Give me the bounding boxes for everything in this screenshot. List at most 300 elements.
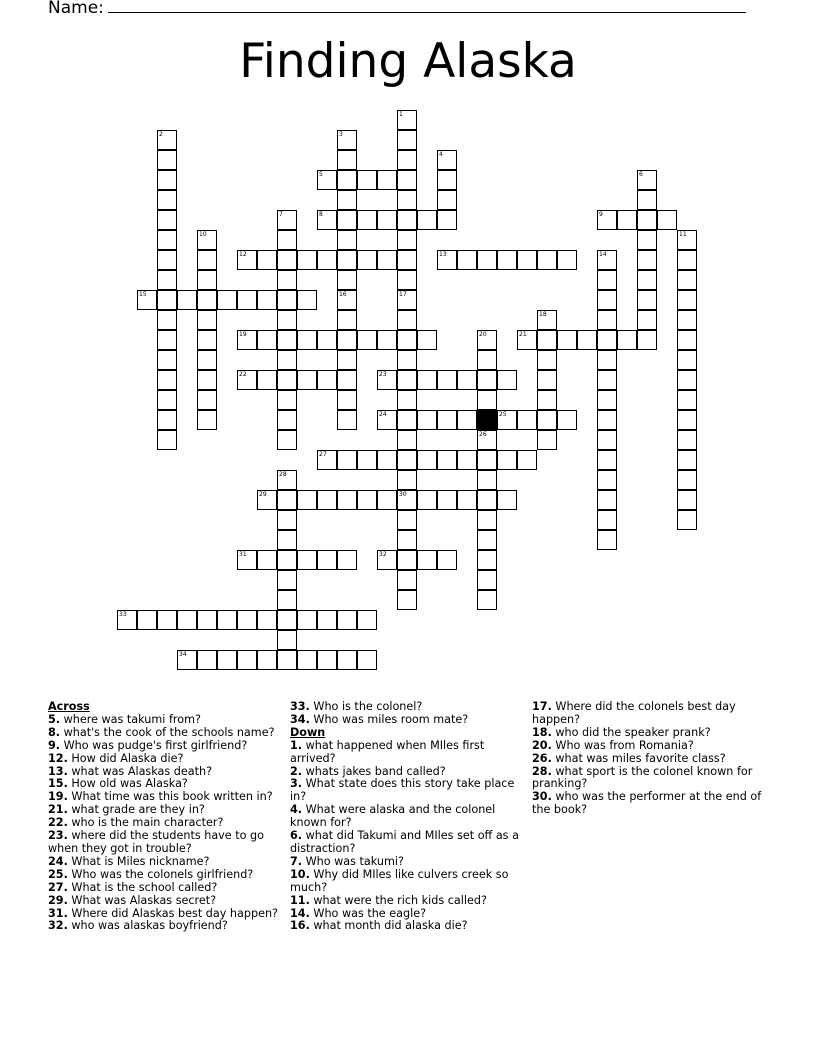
grid-cell[interactable]	[157, 130, 177, 150]
grid-cell[interactable]	[197, 310, 217, 330]
grid-cell[interactable]	[597, 410, 617, 430]
grid-cell[interactable]	[477, 510, 497, 530]
grid-cell[interactable]	[337, 350, 357, 370]
clue-number-label: 11.	[290, 893, 310, 907]
grid-cell[interactable]	[597, 310, 617, 330]
grid-cell[interactable]	[337, 130, 357, 150]
grid-cell[interactable]	[477, 490, 497, 510]
grid-cell[interactable]	[157, 430, 177, 450]
grid-cell[interactable]	[197, 250, 217, 270]
grid-cell[interactable]	[177, 290, 197, 310]
grid-cell[interactable]	[277, 550, 297, 570]
grid-cell[interactable]	[317, 490, 337, 510]
clue-item	[290, 830, 522, 856]
grid-cell[interactable]	[337, 390, 357, 410]
grid-cell[interactable]	[597, 330, 617, 350]
grid-cell[interactable]	[677, 450, 697, 470]
grid-cell[interactable]	[377, 170, 397, 190]
grid-cell[interactable]	[597, 350, 617, 370]
clue-number: 32	[379, 551, 387, 558]
grid-cell[interactable]	[197, 650, 217, 670]
grid-cell[interactable]	[357, 650, 377, 670]
grid-cell[interactable]	[397, 190, 417, 210]
grid-cell[interactable]	[497, 410, 517, 430]
grid-cell[interactable]	[157, 150, 177, 170]
grid-cell[interactable]	[257, 330, 277, 350]
clue-number-label: 24.	[48, 854, 68, 868]
grid-cell[interactable]	[357, 610, 377, 630]
grid-cell[interactable]	[477, 350, 497, 370]
clue-number-label: 19.	[48, 790, 68, 804]
grid-cell[interactable]	[257, 370, 277, 390]
grid-cell[interactable]	[397, 350, 417, 370]
grid-cell[interactable]	[237, 550, 257, 570]
grid-cell[interactable]	[477, 570, 497, 590]
grid-cell[interactable]	[377, 250, 397, 270]
grid-cell[interactable]	[457, 250, 477, 270]
clue-text: Who was from Romania?	[551, 738, 694, 752]
grid-cell[interactable]	[157, 310, 177, 330]
grid-cell[interactable]	[217, 610, 237, 630]
clue-number: 28	[279, 471, 287, 478]
grid-cell[interactable]	[257, 290, 277, 310]
grid-cell[interactable]	[597, 250, 617, 270]
grid-cell[interactable]	[337, 370, 357, 390]
grid-cell[interactable]	[637, 170, 657, 190]
grid-cell[interactable]	[317, 650, 337, 670]
grid-cell[interactable]	[637, 270, 657, 290]
grid-cell[interactable]	[217, 290, 237, 310]
grid-cell[interactable]	[677, 490, 697, 510]
grid-cell[interactable]	[277, 630, 297, 650]
grid-cell[interactable]	[597, 210, 617, 230]
grid-cell[interactable]	[337, 290, 357, 310]
grid-cell[interactable]	[357, 210, 377, 230]
grid-cell[interactable]	[197, 330, 217, 350]
grid-cell[interactable]	[537, 330, 557, 350]
grid-cell[interactable]	[337, 230, 357, 250]
grid-cell[interactable]	[277, 370, 297, 390]
black-square	[477, 410, 497, 430]
grid-cell[interactable]	[557, 410, 577, 430]
grid-cell[interactable]	[637, 230, 657, 250]
grid-cell[interactable]	[277, 650, 297, 670]
grid-cell[interactable]	[357, 330, 377, 350]
grid-cell[interactable]	[297, 550, 317, 570]
grid-cell[interactable]	[157, 330, 177, 350]
grid-cell[interactable]	[177, 610, 197, 630]
clue-number: 24	[379, 411, 387, 418]
grid-cell[interactable]	[277, 330, 297, 350]
grid-cell[interactable]	[537, 430, 557, 450]
grid-cell[interactable]	[677, 390, 697, 410]
grid-cell[interactable]	[417, 550, 437, 570]
grid-cell[interactable]	[397, 590, 417, 610]
grid-cell[interactable]	[237, 330, 257, 350]
grid-cell[interactable]	[397, 290, 417, 310]
grid-cell[interactable]	[337, 450, 357, 470]
grid-cell[interactable]	[297, 610, 317, 630]
clue-number: 4	[439, 151, 443, 158]
clue-number-label: 6.	[290, 829, 303, 843]
grid-cell[interactable]	[597, 270, 617, 290]
grid-cell[interactable]	[277, 530, 297, 550]
grid-cell[interactable]	[677, 370, 697, 390]
clue-item	[532, 701, 772, 727]
clue-number-label: 12.	[48, 751, 68, 765]
grid-cell[interactable]	[197, 370, 217, 390]
grid-cell[interactable]	[497, 370, 517, 390]
grid-cell[interactable]	[377, 330, 397, 350]
clue-text: who did the speaker prank?	[551, 725, 711, 739]
grid-cell[interactable]	[157, 610, 177, 630]
grid-cell[interactable]	[297, 650, 317, 670]
grid-cell[interactable]	[437, 370, 457, 390]
grid-cell[interactable]	[477, 370, 497, 390]
grid-cell[interactable]	[437, 150, 457, 170]
grid-cell[interactable]	[277, 610, 297, 630]
grid-cell[interactable]	[277, 590, 297, 610]
grid-cell[interactable]	[337, 270, 357, 290]
grid-cell[interactable]	[277, 470, 297, 490]
grid-cell[interactable]	[277, 510, 297, 530]
grid-cell[interactable]	[677, 230, 697, 250]
grid-cell[interactable]	[477, 550, 497, 570]
grid-cell[interactable]	[637, 310, 657, 330]
grid-cell[interactable]	[277, 430, 297, 450]
grid-cell[interactable]	[157, 230, 177, 250]
grid-cell[interactable]	[297, 490, 317, 510]
grid-cell[interactable]	[457, 490, 477, 510]
grid-cell[interactable]	[277, 290, 297, 310]
clue-text: whats jakes band called?	[302, 764, 446, 778]
name-label: Name:	[48, 0, 104, 18]
grid-cell[interactable]	[277, 350, 297, 370]
grid-cell[interactable]	[517, 450, 537, 470]
grid-cell[interactable]	[337, 250, 357, 270]
grid-cell[interactable]	[177, 650, 197, 670]
grid-cell[interactable]	[237, 370, 257, 390]
grid-cell[interactable]	[197, 230, 217, 250]
grid-cell[interactable]	[537, 370, 557, 390]
grid-cell[interactable]	[157, 290, 177, 310]
grid-cell[interactable]	[377, 490, 397, 510]
grid-cell[interactable]	[557, 330, 577, 350]
grid-cell[interactable]	[217, 650, 237, 670]
grid-cell[interactable]	[197, 290, 217, 310]
grid-cell[interactable]	[577, 330, 597, 350]
clue-number-label: 33.	[290, 700, 310, 713]
grid-cell[interactable]	[677, 270, 697, 290]
grid-cell[interactable]	[397, 470, 417, 490]
grid-cell[interactable]	[297, 290, 317, 310]
grid-cell[interactable]	[337, 310, 357, 330]
grid-cell[interactable]	[157, 190, 177, 210]
grid-cell[interactable]	[437, 190, 457, 210]
grid-cell[interactable]	[597, 530, 617, 550]
grid-cell[interactable]	[377, 550, 397, 570]
grid-cell[interactable]	[277, 270, 297, 290]
grid-cell[interactable]	[397, 250, 417, 270]
grid-cell[interactable]	[477, 450, 497, 470]
clue-number: 19	[239, 331, 247, 338]
grid-cell[interactable]	[397, 550, 417, 570]
grid-cell[interactable]	[517, 330, 537, 350]
grid-cell[interactable]	[137, 290, 157, 310]
clue-number-label: 2.	[290, 764, 303, 778]
grid-cell[interactable]	[397, 430, 417, 450]
grid-cell[interactable]	[337, 190, 357, 210]
grid-cell[interactable]	[357, 250, 377, 270]
clue-number-label: 20.	[532, 738, 552, 752]
grid-cell[interactable]	[637, 250, 657, 270]
grid-cell[interactable]	[497, 250, 517, 270]
grid-cell[interactable]	[517, 410, 537, 430]
grid-cell[interactable]	[417, 450, 437, 470]
grid-cell[interactable]	[537, 390, 557, 410]
grid-cell[interactable]	[417, 210, 437, 230]
grid-cell[interactable]	[277, 250, 297, 270]
grid-cell[interactable]	[677, 330, 697, 350]
grid-cell[interactable]	[157, 390, 177, 410]
grid-cell[interactable]	[277, 310, 297, 330]
grid-cell[interactable]	[397, 370, 417, 390]
grid-cell[interactable]	[397, 150, 417, 170]
grid-cell[interactable]	[157, 410, 177, 430]
grid-cell[interactable]	[337, 410, 357, 430]
grid-cell[interactable]	[297, 370, 317, 390]
grid-cell[interactable]	[157, 370, 177, 390]
grid-cell[interactable]	[337, 490, 357, 510]
grid-cell[interactable]	[397, 410, 417, 430]
clue-number: 12	[239, 251, 247, 258]
grid-cell[interactable]	[257, 650, 277, 670]
grid-cell[interactable]	[397, 230, 417, 250]
grid-cell[interactable]	[477, 250, 497, 270]
grid-cell[interactable]	[397, 450, 417, 470]
clue-item	[48, 830, 280, 856]
grid-cell[interactable]	[617, 330, 637, 350]
grid-cell[interactable]	[417, 330, 437, 350]
grid-cell[interactable]	[197, 390, 217, 410]
grid-cell[interactable]	[277, 570, 297, 590]
grid-cell[interactable]	[337, 650, 357, 670]
grid-cell[interactable]	[397, 330, 417, 350]
grid-cell[interactable]	[677, 410, 697, 430]
clue-text: What was Alaskas secret?	[67, 893, 217, 907]
grid-cell[interactable]	[377, 450, 397, 470]
grid-cell[interactable]	[437, 210, 457, 230]
grid-cell[interactable]	[277, 210, 297, 230]
grid-cell[interactable]	[497, 450, 517, 470]
grid-cell[interactable]	[477, 470, 497, 490]
grid-cell[interactable]	[437, 410, 457, 430]
grid-cell[interactable]	[477, 430, 497, 450]
grid-cell[interactable]	[297, 330, 317, 350]
grid-cell[interactable]	[477, 390, 497, 410]
grid-cell[interactable]	[197, 610, 217, 630]
grid-cell[interactable]	[677, 310, 697, 330]
grid-cell[interactable]	[517, 250, 537, 270]
grid-cell[interactable]	[677, 350, 697, 370]
grid-cell[interactable]	[677, 510, 697, 530]
grid-cell[interactable]	[157, 270, 177, 290]
grid-cell[interactable]	[317, 370, 337, 390]
grid-cell[interactable]	[317, 170, 337, 190]
grid-cell[interactable]	[677, 430, 697, 450]
grid-cell[interactable]	[197, 410, 217, 430]
grid-cell[interactable]	[197, 350, 217, 370]
clue-item	[532, 791, 772, 817]
grid-cell[interactable]	[317, 210, 337, 230]
grid-cell[interactable]	[537, 250, 557, 270]
grid-cell[interactable]	[117, 610, 137, 630]
grid-cell[interactable]	[457, 370, 477, 390]
grid-cell[interactable]	[437, 450, 457, 470]
grid-cell[interactable]	[337, 150, 357, 170]
grid-cell[interactable]	[477, 530, 497, 550]
grid-cell[interactable]	[597, 470, 617, 490]
grid-cell[interactable]	[157, 170, 177, 190]
grid-cell[interactable]	[317, 610, 337, 630]
clue-item	[48, 920, 280, 933]
grid-cell[interactable]	[397, 170, 417, 190]
grid-cell[interactable]	[677, 290, 697, 310]
grid-cell[interactable]	[357, 450, 377, 470]
grid-cell[interactable]	[317, 330, 337, 350]
grid-cell[interactable]	[317, 450, 337, 470]
clue-number: 16	[339, 291, 347, 298]
grid-cell[interactable]	[257, 490, 277, 510]
grid-cell[interactable]	[617, 210, 637, 230]
grid-cell[interactable]	[337, 550, 357, 570]
grid-cell[interactable]	[157, 210, 177, 230]
grid-cell[interactable]	[337, 170, 357, 190]
grid-cell[interactable]	[597, 290, 617, 310]
grid-cell[interactable]	[197, 270, 217, 290]
grid-cell[interactable]	[457, 450, 477, 470]
grid-cell[interactable]	[437, 490, 457, 510]
clue-number: 8	[319, 211, 323, 218]
clue-number: 14	[599, 251, 607, 258]
grid-cell[interactable]	[237, 290, 257, 310]
clue-number: 11	[679, 231, 687, 238]
grid-cell[interactable]	[297, 250, 317, 270]
grid-cell[interactable]	[397, 390, 417, 410]
grid-cell[interactable]	[397, 310, 417, 330]
grid-cell[interactable]	[397, 270, 417, 290]
grid-cell[interactable]	[397, 530, 417, 550]
grid-cell[interactable]	[597, 390, 617, 410]
grid-cell[interactable]	[637, 290, 657, 310]
grid-cell[interactable]	[277, 390, 297, 410]
grid-cell[interactable]	[417, 370, 437, 390]
grid-cell[interactable]	[257, 550, 277, 570]
grid-cell[interactable]	[637, 330, 657, 350]
grid-cell[interactable]	[417, 410, 437, 430]
clue-number-label: 8.	[48, 725, 61, 739]
grid-cell[interactable]	[537, 310, 557, 330]
clue-column-2	[290, 701, 522, 933]
grid-cell[interactable]	[677, 470, 697, 490]
clue-text: What were alaska and the colonel known for?	[290, 803, 496, 830]
grid-cell[interactable]	[437, 250, 457, 270]
grid-cell[interactable]	[317, 550, 337, 570]
grid-cell[interactable]	[157, 350, 177, 370]
clue-text: what happened when MIles first arrived?	[290, 738, 485, 765]
grid-cell[interactable]	[597, 370, 617, 390]
grid-cell[interactable]	[337, 610, 357, 630]
grid-cell[interactable]	[397, 210, 417, 230]
grid-cell[interactable]	[277, 490, 297, 510]
grid-cell[interactable]	[537, 350, 557, 370]
grid-cell[interactable]	[437, 550, 457, 570]
grid-cell[interactable]	[277, 230, 297, 250]
grid-cell[interactable]	[137, 610, 157, 630]
grid-cell[interactable]	[237, 250, 257, 270]
grid-cell[interactable]	[477, 330, 497, 350]
grid-cell[interactable]	[397, 490, 417, 510]
clue-number: 10	[199, 231, 207, 238]
grid-cell[interactable]	[277, 410, 297, 430]
grid-cell[interactable]	[357, 490, 377, 510]
grid-cell[interactable]	[397, 130, 417, 150]
grid-cell[interactable]	[557, 250, 577, 270]
clue-number: 3	[339, 131, 343, 138]
clue-section-header: Down	[290, 725, 326, 739]
grid-cell[interactable]	[337, 330, 357, 350]
grid-cell[interactable]	[597, 430, 617, 450]
clue-text: Who was the colonels girlfriend?	[67, 867, 254, 881]
grid-cell[interactable]	[397, 510, 417, 530]
grid-cell[interactable]	[637, 190, 657, 210]
grid-cell[interactable]	[657, 210, 677, 230]
grid-cell[interactable]	[397, 570, 417, 590]
clue-text: Who is the colonel?	[309, 700, 423, 713]
grid-cell[interactable]	[337, 210, 357, 230]
grid-cell[interactable]	[457, 410, 477, 430]
clue-number: 2	[159, 131, 163, 138]
grid-cell[interactable]	[677, 250, 697, 270]
grid-cell[interactable]	[537, 410, 557, 430]
clue-section-header: Across	[48, 700, 90, 713]
grid-cell[interactable]	[417, 490, 437, 510]
grid-cell[interactable]	[377, 210, 397, 230]
grid-cell[interactable]	[317, 250, 337, 270]
grid-cell[interactable]	[597, 490, 617, 510]
clue-text: Where did Alaskas best day happen?	[67, 906, 278, 920]
clue-text: What is the school called?	[67, 880, 218, 894]
clue-number-label: 18.	[532, 725, 552, 739]
grid-cell[interactable]	[237, 650, 257, 670]
grid-cell[interactable]	[377, 370, 397, 390]
grid-cell[interactable]	[497, 490, 517, 510]
grid-cell[interactable]	[637, 210, 657, 230]
grid-cell[interactable]	[597, 450, 617, 470]
grid-cell[interactable]	[157, 250, 177, 270]
grid-cell[interactable]	[437, 170, 457, 190]
clue-text: How did Alaska die?	[67, 751, 184, 765]
grid-cell[interactable]	[237, 610, 257, 630]
grid-cell[interactable]	[357, 170, 377, 190]
grid-cell[interactable]	[397, 110, 417, 130]
grid-cell[interactable]	[377, 410, 397, 430]
clue-number: 7	[279, 211, 283, 218]
grid-cell[interactable]	[257, 250, 277, 270]
grid-cell[interactable]	[477, 590, 497, 610]
grid-cell[interactable]	[597, 510, 617, 530]
grid-cell[interactable]	[257, 610, 277, 630]
